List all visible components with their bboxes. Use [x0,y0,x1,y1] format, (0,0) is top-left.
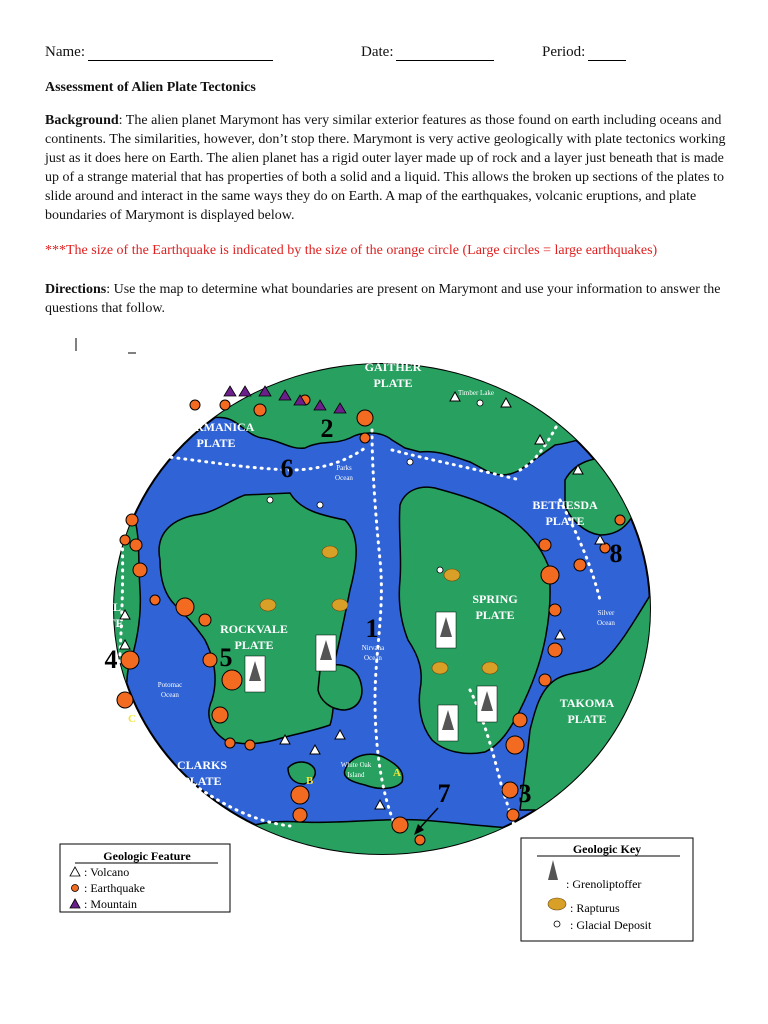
earthquake-marker [133,563,147,577]
earthquake-marker [539,674,551,686]
boyds-label: BOYDS PLATE [324,852,408,866]
germanica-label-line2: PLATE [196,436,236,450]
glacial-deposit-marker [267,497,273,503]
pool-label-line2: PLATE [84,616,124,630]
mountain-marker [224,386,236,396]
parks-ocean-label-line1: Parks [336,464,352,472]
rockvale-label-line1: ROCKVALE [220,622,288,636]
earthquake-marker [539,539,551,551]
letter-c: C [128,713,136,725]
boundary-number-3: 3 [518,779,532,808]
glacial-deposit-icon [554,921,560,927]
rapturus-marker [322,546,338,558]
earthquake-marker [199,614,211,626]
feature-key-volcano: : Volcano [84,865,130,879]
earthquake-marker [548,643,562,657]
glacial-deposit-marker [477,400,483,406]
potomac-ocean-label-line2: Ocean [161,691,179,699]
period-label: Period: [542,44,586,60]
boundary-number-4: 4 [104,645,118,674]
rapturus-marker [432,662,448,674]
white-oak-label-line1: White Oak [340,761,372,769]
boundary-number-8: 8 [609,539,623,568]
feature-key-mountain: : Mountain [84,897,137,911]
earthquake-marker [541,566,559,584]
earthquake-marker [222,670,242,690]
date-label: Date: [361,44,394,60]
earthquake-marker [357,410,373,426]
earthquake-marker [150,595,160,605]
letter-a: A [393,767,401,779]
earthquake-marker [502,782,518,798]
spring-label-line2: PLATE [475,608,515,622]
timber-lake-label: Timber Lake [457,389,495,397]
earthquake-marker [549,604,561,616]
rapturus-icon [548,898,566,910]
geologic-key-title: Geologic Key [572,842,642,856]
pool-label-line1: POOL [86,600,122,614]
geologic-feature-key [60,844,230,912]
earthquake-marker [190,400,200,410]
silver-ocean-label-line1: Silver [597,609,615,617]
rapturus-marker [444,569,460,581]
earthquake-marker [203,653,217,667]
earthquake-marker [126,514,138,526]
bethesda-label-line1: BETHESDA [532,498,598,512]
earthquake-marker [212,707,228,723]
clarks-label-line1: CLARKS [176,758,228,772]
germanica-label-line1: GERMANICA [177,420,255,434]
boundary-number-5: 5 [219,643,233,672]
earthquake-marker [220,400,230,410]
geologic-key [521,838,693,941]
boundary-number-2: 2 [320,414,334,443]
nirvana-ocean-label-line2: Ocean [364,654,382,662]
silver-ocean-label-line2: Ocean [597,619,615,627]
directions-text: : Use the map to determine what boundaries are present on Marymont and use your information to answer the questions that follow. [45,282,721,316]
earthquake-marker [293,808,307,822]
earthquake-marker [120,535,130,545]
spring-label-line1: SPRING [472,592,518,606]
earthquake-marker [506,736,524,754]
earthquake-marker [121,651,139,669]
rapturus-marker [482,662,498,674]
boundary-number-7: 7 [437,779,451,808]
geologic-key-glacial: : Glacial Deposit [570,918,652,932]
feature-key-title: Geologic Feature [103,849,191,863]
glacial-deposit-marker [407,459,413,465]
takoma-label-line2: PLATE [567,712,607,726]
gaither-label-line2: PLATE [373,376,413,390]
geologic-key-rapturus: : Rapturus [570,901,620,915]
rockvale-label-line2: PLATE [234,638,274,652]
letter-b: B [306,775,314,787]
potomac-ocean-label-line1: Potomac [157,681,183,689]
earthquake-marker [360,433,370,443]
parks-ocean-label-line2: Ocean [335,474,353,482]
earthquake-marker [130,539,142,551]
earthquake-marker [392,817,408,833]
earthquake-marker [615,515,625,525]
gaither-label-line1: GAITHER [364,360,422,374]
nirvana-ocean-label-line1: Nirvana [361,644,385,652]
earthquake-marker [245,740,255,750]
bethesda-label-line2: PLATE [545,514,585,528]
earthquake-marker [117,692,133,708]
earthquake-marker [513,713,527,727]
earthquake-marker [176,598,194,616]
earthquake-icon [72,885,79,892]
earthquake-marker [507,809,519,821]
clarks-label-line2: PLATE [182,774,222,788]
mountain-marker [239,386,251,396]
earthquake-marker [291,786,309,804]
boundary-number-6: 6 [280,454,294,483]
geologic-key-grenoliptoffer: : Grenoliptoffer [566,877,642,891]
page-title: Assessment of Alien Plate Tectonics [45,80,256,95]
feature-key-earthquake: : Earthquake [84,881,145,895]
directions-label: Directions [45,282,107,297]
earthquake-marker [225,738,235,748]
earthquake-marker [254,404,266,416]
white-oak-label-line2: Island [347,771,365,779]
earthquake-marker [574,559,586,571]
rapturus-marker [260,599,276,611]
earthquake-marker [415,835,425,845]
name-label: Name: [45,44,85,60]
background-label: Background [45,113,119,128]
rapturus-marker [332,599,348,611]
size-note: ***The size of the Earthquake is indicated by the size of the orange circle (Large circles = large earthquakes) [45,243,658,258]
takoma-label-line1: TAKOMA [559,696,615,710]
glacial-deposit-marker [437,567,443,573]
glacial-deposit-marker [317,502,323,508]
background-text: : The alien planet Marymont has very similar exterior features as those found on earth including oceans and continents. The similarities, however, don’t stop there. Marymont is very active geologically with plate tectonics working just as it does here on Earth. The alien planet has a rigid outer layer made up of rock and a layer just beneath that is made up of a strange material that has properties of both a solid and a liquid. This allows the broken up sections of the plates to slide around and interact in the same ways they do on Earth. A map of the earthquakes, volcanic eruptions, and plate boundaries of Marymont is displayed below. [45,113,726,223]
boundary-number-1: 1 [365,614,379,643]
